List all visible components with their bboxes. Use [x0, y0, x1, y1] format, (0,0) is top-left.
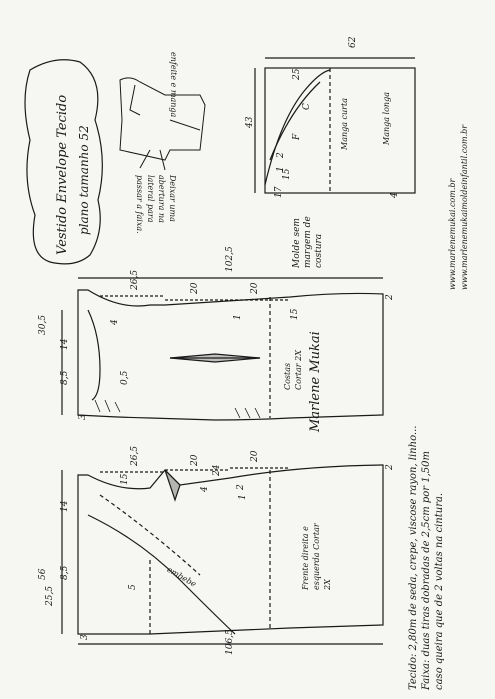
front-fold-label: embebe [165, 565, 198, 589]
front-piece-dim: 15 [120, 473, 130, 485]
sleeve-label-short: Manga curta [340, 98, 349, 150]
signature: Marlene Mukai [308, 331, 323, 432]
back-piece-dim: 102,5 [225, 246, 235, 272]
website-line2: www.marlenemukaimoldeinfantil.com.br [460, 124, 469, 290]
fabric-line1: Tecido: 2,80m de seda, crepe, viscose rayon, linho... [408, 425, 419, 690]
back-hem-hatch [95, 400, 120, 412]
front-piece-dim: 25,5 [45, 585, 55, 606]
front-piece-dim: 56 [38, 568, 48, 580]
website-line1: www.marlenemukai.com.br [448, 178, 457, 290]
sleeve-dim: 43 [245, 116, 255, 128]
back-piece-dim: 20 [190, 282, 200, 294]
back-piece-dim: 8,5 [60, 370, 70, 385]
front-piece-outline [78, 465, 383, 634]
sketch-tie [140, 150, 165, 170]
sleeve-letter: 2 [276, 152, 286, 158]
back-piece-dim: 0,5 [120, 370, 130, 385]
back-piece-dim: 14 [60, 338, 70, 350]
sleeve-no-margin-label: Molde sem margem de costura [292, 216, 324, 268]
front-piece [62, 465, 383, 644]
sleeve-letter: 1 [276, 166, 286, 172]
sleeve-dim: 62 [348, 36, 358, 48]
sleeve-dim: 4 [390, 192, 400, 198]
title-line1: Vestido Envelope Tecido [55, 94, 70, 255]
sleeve-cap-curve-2 [270, 82, 320, 160]
back-piece-dim: 15 [290, 308, 300, 320]
back-piece [62, 278, 383, 420]
sleeve-letter: C [302, 103, 312, 110]
front-piece-dim: 4 [200, 486, 210, 492]
front-piece-dim: 20 [190, 454, 200, 466]
back-neckline [88, 310, 100, 400]
sleeve-cap-curve [265, 70, 330, 185]
sleeve-dim: 25 [292, 68, 302, 80]
front-piece-dim: 1 [238, 494, 248, 500]
front-piece-dim: 20 [250, 450, 260, 462]
front-piece-dim: 106,5 [225, 629, 235, 655]
title-line2: plano tamanho 52 [77, 125, 91, 235]
front-pleat-hatch [165, 470, 180, 500]
front-piece-dim: 14 [60, 500, 70, 512]
back-piece-dim: 4 [110, 319, 120, 325]
front-piece-dim: 2 [236, 484, 246, 490]
sketch-note: Deixar uma abertura na lateral para passar a faixa. [135, 175, 177, 234]
front-piece-dim: 8,5 [60, 565, 70, 580]
back-piece-label: Costas Cortar 2X [283, 350, 303, 390]
sleeve-dim: 17 [274, 186, 284, 198]
front-piece-label: Frente direita e esquerda Cortar 2X [301, 523, 332, 590]
garment-sketch [120, 78, 205, 170]
fabric-line2: Faixa: duas tiras dobradas de 2,5cm por 1,50m [421, 451, 432, 690]
front-piece-dim: 2 [385, 464, 395, 470]
front-piece-dim: 3 [80, 634, 90, 640]
back-piece-dim: 2 [385, 294, 395, 300]
back-piece-dim: 26,5 [130, 269, 140, 290]
front-piece-dim: 26,5 [130, 445, 140, 466]
sketch-dress [120, 78, 205, 160]
sleeve-label-long: Manga longa [382, 92, 391, 145]
sleeve-dim: 15 [282, 168, 292, 180]
sketch-caption: enfeite e manga [169, 52, 178, 118]
back-piece-dim: 3 [78, 414, 88, 420]
back-piece-dim: 20 [250, 282, 260, 294]
sketch-sleeve [130, 85, 200, 130]
fabric-line3: caso queira que de 2 voltas na cintura. [434, 492, 445, 690]
back-piece-dim: 1 [233, 314, 243, 320]
back-dart-shape [170, 354, 260, 362]
front-piece-dim: 24 [212, 464, 222, 476]
front-wrap-line [88, 515, 235, 634]
sleeve-piece [255, 58, 415, 193]
back-piece-dim: 30,5 [38, 314, 48, 335]
front-piece-dim: 5 [128, 584, 138, 590]
back-hem-hatch-2 [235, 408, 260, 418]
sleeve-letter: F [292, 133, 302, 140]
